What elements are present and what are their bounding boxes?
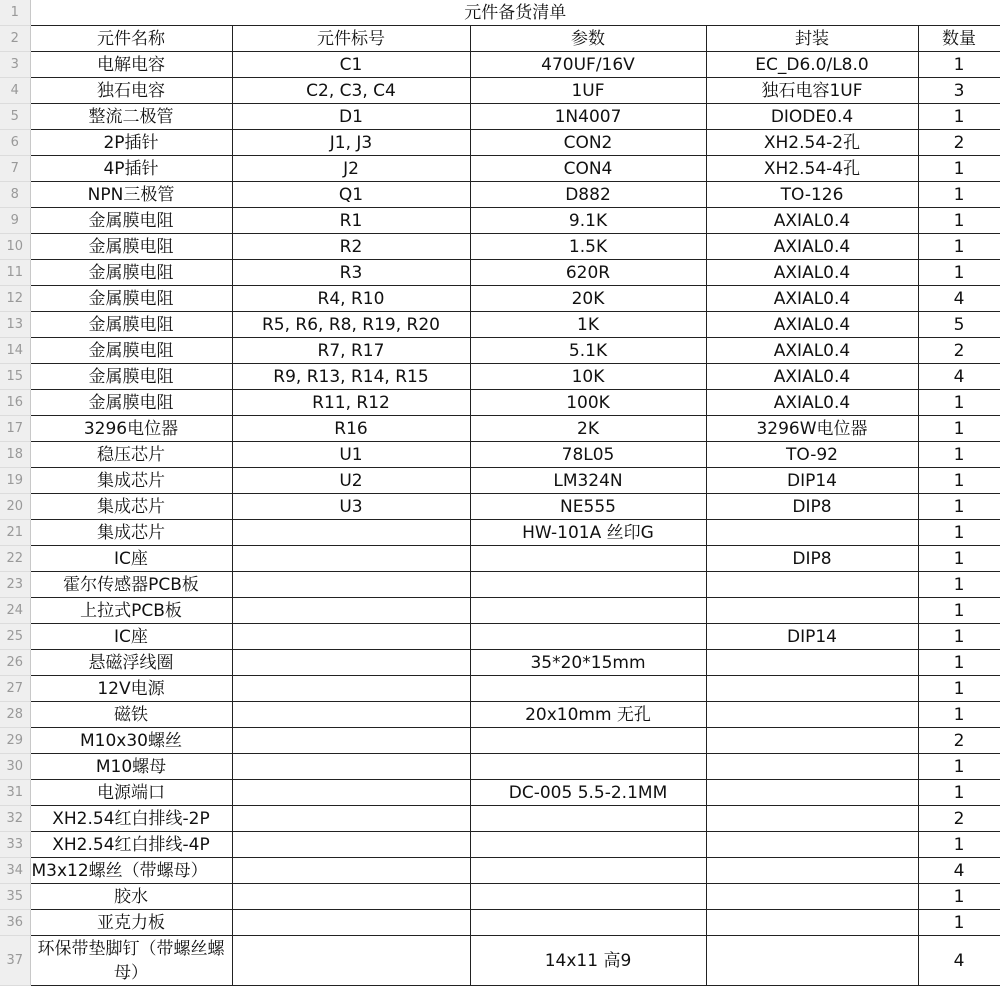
header-name[interactable]: 元件名称 — [30, 26, 232, 52]
cell-name[interactable]: 金属膜电阻 — [30, 338, 232, 364]
cell-package[interactable] — [706, 598, 918, 624]
row-number[interactable]: 12 — [0, 286, 30, 312]
cell-package[interactable] — [706, 572, 918, 598]
cell-package[interactable] — [706, 676, 918, 702]
cell-quantity[interactable]: 2 — [918, 130, 1000, 156]
cell-quantity[interactable]: 1 — [918, 104, 1000, 130]
cell-designator[interactable] — [232, 910, 470, 936]
cell-parameter[interactable]: 35*20*15mm — [470, 650, 706, 676]
cell-parameter[interactable] — [470, 546, 706, 572]
table-row — [0, 156, 1000, 182]
cell-designator[interactable]: C2, C3, C4 — [232, 78, 470, 104]
row-number[interactable]: 5 — [0, 104, 30, 130]
row-number[interactable]: 31 — [0, 780, 30, 806]
cell-designator[interactable]: R4, R10 — [232, 286, 470, 312]
cell-name[interactable]: IC座 — [30, 624, 232, 650]
cell-name[interactable]: M3x12螺丝（带螺母） — [30, 858, 232, 884]
cell-quantity[interactable]: 1 — [918, 624, 1000, 650]
cell-designator[interactable] — [232, 546, 470, 572]
header-quantity[interactable]: 数量 — [918, 26, 1000, 52]
cell-parameter[interactable]: D882 — [470, 182, 706, 208]
cell-parameter[interactable] — [470, 624, 706, 650]
cell-name[interactable]: 3296电位器 — [30, 416, 232, 442]
row-number[interactable]: 26 — [0, 650, 30, 676]
cell-parameter[interactable]: 100K — [470, 390, 706, 416]
cell-name[interactable]: 稳压芯片 — [30, 442, 232, 468]
cell-package[interactable]: 3296W电位器 — [706, 416, 918, 442]
header-designator[interactable]: 元件标号 — [232, 26, 470, 52]
table-row — [0, 182, 1000, 208]
cell-parameter[interactable]: 10K — [470, 364, 706, 390]
cell-quantity[interactable]: 1 — [918, 416, 1000, 442]
table-row — [0, 780, 1000, 806]
cell-name[interactable]: 亚克力板 — [30, 910, 232, 936]
row-number[interactable]: 33 — [0, 832, 30, 858]
cell-name[interactable]: NPN三极管 — [30, 182, 232, 208]
cell-package[interactable]: TO-92 — [706, 442, 918, 468]
cell-parameter[interactable]: HW-101A 丝印G — [470, 520, 706, 546]
row-number[interactable]: 6 — [0, 130, 30, 156]
cell-package[interactable] — [706, 650, 918, 676]
cell-package[interactable]: DIP8 — [706, 494, 918, 520]
table-row — [0, 832, 1000, 858]
table-row — [0, 650, 1000, 676]
cell-quantity[interactable]: 1 — [918, 234, 1000, 260]
cell-package[interactable] — [706, 780, 918, 806]
cell-name[interactable]: M10x30螺丝 — [30, 728, 232, 754]
cell-package[interactable]: AXIAL0.4 — [706, 364, 918, 390]
row-number[interactable]: 30 — [0, 754, 30, 780]
cell-quantity[interactable]: 1 — [918, 884, 1000, 910]
row-number[interactable]: 23 — [0, 572, 30, 598]
cell-designator[interactable]: J2 — [232, 156, 470, 182]
cell-name[interactable]: 集成芯片 — [30, 520, 232, 546]
table-row — [0, 338, 1000, 364]
cell-package[interactable]: AXIAL0.4 — [706, 208, 918, 234]
table-row — [0, 104, 1000, 130]
cell-designator[interactable] — [232, 728, 470, 754]
cell-parameter[interactable]: 1UF — [470, 78, 706, 104]
cell-parameter[interactable]: LM324N — [470, 468, 706, 494]
header-package[interactable]: 封装 — [706, 26, 918, 52]
row-number[interactable]: 13 — [0, 312, 30, 338]
cell-name[interactable]: 金属膜电阻 — [30, 260, 232, 286]
cell-quantity[interactable]: 1 — [918, 780, 1000, 806]
cell-quantity[interactable]: 1 — [918, 52, 1000, 78]
row-number[interactable]: 11 — [0, 260, 30, 286]
cell-package[interactable] — [706, 910, 918, 936]
cell-package[interactable]: DIP14 — [706, 468, 918, 494]
cell-parameter[interactable]: 620R — [470, 260, 706, 286]
table-row — [0, 416, 1000, 442]
row-number[interactable]: 8 — [0, 182, 30, 208]
cell-parameter[interactable]: 5.1K — [470, 338, 706, 364]
cell-parameter[interactable]: 2K — [470, 416, 706, 442]
row-number[interactable]: 3 — [0, 52, 30, 78]
cell-package[interactable]: AXIAL0.4 — [706, 260, 918, 286]
cell-parameter[interactable]: 9.1K — [470, 208, 706, 234]
table-row — [0, 936, 1000, 986]
table-row — [0, 598, 1000, 624]
cell-name[interactable]: 独石电容 — [30, 78, 232, 104]
cell-quantity[interactable]: 2 — [918, 338, 1000, 364]
row-number[interactable]: 14 — [0, 338, 30, 364]
row-number[interactable]: 28 — [0, 702, 30, 728]
cell-name[interactable]: 磁铁 — [30, 702, 232, 728]
table-row — [0, 520, 1000, 546]
cell-package[interactable]: AXIAL0.4 — [706, 338, 918, 364]
cell-package[interactable]: DIP8 — [706, 546, 918, 572]
cell-parameter[interactable] — [470, 910, 706, 936]
cell-designator[interactable] — [232, 832, 470, 858]
table-row — [0, 572, 1000, 598]
cell-designator[interactable] — [232, 702, 470, 728]
cell-designator[interactable]: U3 — [232, 494, 470, 520]
row-number[interactable]: 10 — [0, 234, 30, 260]
cell-designator[interactable] — [232, 598, 470, 624]
cell-designator[interactable]: C1 — [232, 52, 470, 78]
cell-package[interactable]: TO-126 — [706, 182, 918, 208]
cell-parameter[interactable] — [470, 832, 706, 858]
cell-name[interactable]: 集成芯片 — [30, 494, 232, 520]
cell-quantity[interactable]: 4 — [918, 936, 1000, 986]
cell-designator[interactable]: R7, R17 — [232, 338, 470, 364]
cell-designator[interactable]: R3 — [232, 260, 470, 286]
cell-quantity[interactable]: 1 — [918, 260, 1000, 286]
table-row — [0, 702, 1000, 728]
cell-name[interactable]: 4P插针 — [30, 156, 232, 182]
cell-quantity[interactable]: 3 — [918, 78, 1000, 104]
cell-package[interactable] — [706, 884, 918, 910]
row-number[interactable]: 9 — [0, 208, 30, 234]
row-number[interactable]: 36 — [0, 910, 30, 936]
row-number[interactable]: 24 — [0, 598, 30, 624]
cell-parameter[interactable]: CON2 — [470, 130, 706, 156]
cell-designator[interactable] — [232, 806, 470, 832]
table-row — [0, 260, 1000, 286]
table-row — [0, 910, 1000, 936]
cell-designator[interactable]: R5, R6, R8, R19, R20 — [232, 312, 470, 338]
cell-package[interactable]: AXIAL0.4 — [706, 312, 918, 338]
table-row — [0, 364, 1000, 390]
cell-quantity[interactable]: 5 — [918, 312, 1000, 338]
row-number[interactable]: 32 — [0, 806, 30, 832]
row-number[interactable]: 21 — [0, 520, 30, 546]
cell-quantity[interactable]: 1 — [918, 754, 1000, 780]
row-number[interactable]: 16 — [0, 390, 30, 416]
table-row — [0, 676, 1000, 702]
cell-quantity[interactable]: 1 — [918, 910, 1000, 936]
table-row — [0, 52, 1000, 78]
cell-quantity[interactable]: 1 — [918, 546, 1000, 572]
cell-designator[interactable]: U2 — [232, 468, 470, 494]
cell-package[interactable]: DIODE0.4 — [706, 104, 918, 130]
cell-quantity[interactable]: 1 — [918, 702, 1000, 728]
table-row — [0, 546, 1000, 572]
table-row — [0, 78, 1000, 104]
cell-parameter[interactable] — [470, 754, 706, 780]
row-number[interactable]: 18 — [0, 442, 30, 468]
cell-quantity[interactable]: 4 — [918, 286, 1000, 312]
header-parameter[interactable]: 参数 — [470, 26, 706, 52]
cell-quantity[interactable]: 1 — [918, 650, 1000, 676]
cell-quantity[interactable]: 1 — [918, 832, 1000, 858]
table-row — [0, 494, 1000, 520]
cell-quantity[interactable]: 1 — [918, 208, 1000, 234]
cell-parameter[interactable] — [470, 806, 706, 832]
table-row — [0, 208, 1000, 234]
cell-quantity[interactable]: 1 — [918, 468, 1000, 494]
cell-quantity[interactable]: 4 — [918, 858, 1000, 884]
cell-package[interactable]: AXIAL0.4 — [706, 234, 918, 260]
cell-package[interactable]: DIP14 — [706, 624, 918, 650]
table-row — [0, 442, 1000, 468]
row-number[interactable]: 25 — [0, 624, 30, 650]
cell-quantity[interactable]: 1 — [918, 156, 1000, 182]
row-number[interactable]: 2 — [0, 26, 30, 52]
cell-quantity[interactable]: 1 — [918, 598, 1000, 624]
cell-quantity[interactable]: 1 — [918, 494, 1000, 520]
cell-designator[interactable]: R16 — [232, 416, 470, 442]
cell-parameter[interactable] — [470, 728, 706, 754]
cell-name[interactable]: XH2.54红白排线-4P — [30, 832, 232, 858]
cell-parameter[interactable]: NE555 — [470, 494, 706, 520]
table-row — [0, 390, 1000, 416]
sheet-title[interactable]: 元件备货清单 — [30, 0, 1000, 26]
cell-name[interactable]: 整流二极管 — [30, 104, 232, 130]
row-number[interactable]: 35 — [0, 884, 30, 910]
cell-parameter[interactable]: DC-005 5.5-2.1MM — [470, 780, 706, 806]
cell-parameter[interactable] — [470, 676, 706, 702]
row-number[interactable]: 17 — [0, 416, 30, 442]
cell-name[interactable]: IC座 — [30, 546, 232, 572]
cell-designator[interactable]: R11, R12 — [232, 390, 470, 416]
cell-package[interactable]: AXIAL0.4 — [706, 286, 918, 312]
cell-package[interactable] — [706, 754, 918, 780]
cell-quantity[interactable]: 4 — [918, 364, 1000, 390]
row-number[interactable]: 15 — [0, 364, 30, 390]
cell-name[interactable]: 金属膜电阻 — [30, 390, 232, 416]
cell-name[interactable]: 金属膜电阻 — [30, 286, 232, 312]
table-row — [0, 806, 1000, 832]
cell-parameter[interactable]: 20K — [470, 286, 706, 312]
cell-designator[interactable]: J1, J3 — [232, 130, 470, 156]
row-number[interactable]: 34 — [0, 858, 30, 884]
row-number[interactable]: 19 — [0, 468, 30, 494]
row-number[interactable]: 20 — [0, 494, 30, 520]
row-number[interactable]: 4 — [0, 78, 30, 104]
cell-quantity[interactable]: 2 — [918, 806, 1000, 832]
row-number[interactable]: 29 — [0, 728, 30, 754]
cell-parameter[interactable]: 1N4007 — [470, 104, 706, 130]
cell-name[interactable]: 胶水 — [30, 884, 232, 910]
cell-designator[interactable] — [232, 650, 470, 676]
table-row — [0, 624, 1000, 650]
cell-designator[interactable] — [232, 884, 470, 910]
cell-package[interactable] — [706, 832, 918, 858]
cell-package[interactable] — [706, 728, 918, 754]
cell-name[interactable]: 2P插针 — [30, 130, 232, 156]
cell-name[interactable]: 电解电容 — [30, 52, 232, 78]
row-number[interactable]: 1 — [0, 0, 30, 26]
table-row — [0, 858, 1000, 884]
cell-parameter[interactable] — [470, 598, 706, 624]
cell-designator[interactable] — [232, 624, 470, 650]
cell-designator[interactable]: R9, R13, R14, R15 — [232, 364, 470, 390]
title-row — [0, 0, 1000, 26]
cell-designator[interactable]: D1 — [232, 104, 470, 130]
table-row — [0, 884, 1000, 910]
table-row — [0, 312, 1000, 338]
table-row — [0, 754, 1000, 780]
cell-parameter[interactable]: 78L05 — [470, 442, 706, 468]
cell-name[interactable]: 12V电源 — [30, 676, 232, 702]
cell-quantity[interactable]: 1 — [918, 390, 1000, 416]
cell-package[interactable] — [706, 520, 918, 546]
cell-designator[interactable] — [232, 572, 470, 598]
cell-name[interactable]: 金属膜电阻 — [30, 234, 232, 260]
row-number[interactable]: 27 — [0, 676, 30, 702]
table-row — [0, 728, 1000, 754]
cell-name[interactable]: 金属膜电阻 — [30, 364, 232, 390]
table-row — [0, 130, 1000, 156]
row-number[interactable]: 7 — [0, 156, 30, 182]
cell-designator[interactable] — [232, 936, 470, 986]
cell-parameter[interactable] — [470, 858, 706, 884]
cell-parameter[interactable]: 1.5K — [470, 234, 706, 260]
cell-package[interactable]: EC_D6.0/L8.0 — [706, 52, 918, 78]
row-number[interactable]: 22 — [0, 546, 30, 572]
cell-package[interactable]: XH2.54-2孔 — [706, 130, 918, 156]
cell-designator[interactable] — [232, 676, 470, 702]
row-number[interactable]: 37 — [0, 936, 30, 986]
header-row — [0, 26, 1000, 52]
cell-name[interactable]: 集成芯片 — [30, 468, 232, 494]
cell-name[interactable]: 上拉式PCB板 — [30, 598, 232, 624]
cell-designator[interactable]: Q1 — [232, 182, 470, 208]
cell-designator[interactable] — [232, 754, 470, 780]
cell-package[interactable] — [706, 806, 918, 832]
cell-parameter[interactable] — [470, 884, 706, 910]
cell-quantity[interactable]: 1 — [918, 676, 1000, 702]
cell-designator[interactable] — [232, 520, 470, 546]
cell-package[interactable]: XH2.54-4孔 — [706, 156, 918, 182]
cell-quantity[interactable]: 1 — [918, 182, 1000, 208]
cell-designator[interactable] — [232, 858, 470, 884]
cell-package[interactable] — [706, 858, 918, 884]
cell-name[interactable]: 悬磁浮线圈 — [30, 650, 232, 676]
cell-parameter[interactable]: 14x11 高9 — [470, 936, 706, 986]
table-row — [0, 468, 1000, 494]
cell-name[interactable]: 环保带垫脚钉（带螺丝螺母） — [30, 936, 232, 986]
cell-name[interactable]: 金属膜电阻 — [30, 208, 232, 234]
cell-quantity[interactable]: 2 — [918, 728, 1000, 754]
cell-designator[interactable] — [232, 780, 470, 806]
cell-quantity[interactable]: 1 — [918, 520, 1000, 546]
cell-parameter[interactable]: CON4 — [470, 156, 706, 182]
cell-parameter[interactable] — [470, 572, 706, 598]
cell-package[interactable]: 独石电容1UF — [706, 78, 918, 104]
cell-designator[interactable]: U1 — [232, 442, 470, 468]
table-row — [0, 286, 1000, 312]
cell-quantity[interactable]: 1 — [918, 572, 1000, 598]
cell-package[interactable]: AXIAL0.4 — [706, 390, 918, 416]
cell-package[interactable] — [706, 702, 918, 728]
cell-parameter[interactable]: 1K — [470, 312, 706, 338]
cell-package[interactable] — [706, 936, 918, 986]
cell-name[interactable]: 电源端口 — [30, 780, 232, 806]
cell-parameter[interactable]: 470UF/16V — [470, 52, 706, 78]
cell-designator[interactable]: R1 — [232, 208, 470, 234]
table-row — [0, 234, 1000, 260]
cell-name[interactable]: M10螺母 — [30, 754, 232, 780]
cell-parameter[interactable]: 20x10mm 无孔 — [470, 702, 706, 728]
cell-designator[interactable]: R2 — [232, 234, 470, 260]
cell-name[interactable]: XH2.54红白排线-2P — [30, 806, 232, 832]
cell-name[interactable]: 霍尔传感器PCB板 — [30, 572, 232, 598]
cell-quantity[interactable]: 1 — [918, 442, 1000, 468]
cell-name[interactable]: 金属膜电阻 — [30, 312, 232, 338]
